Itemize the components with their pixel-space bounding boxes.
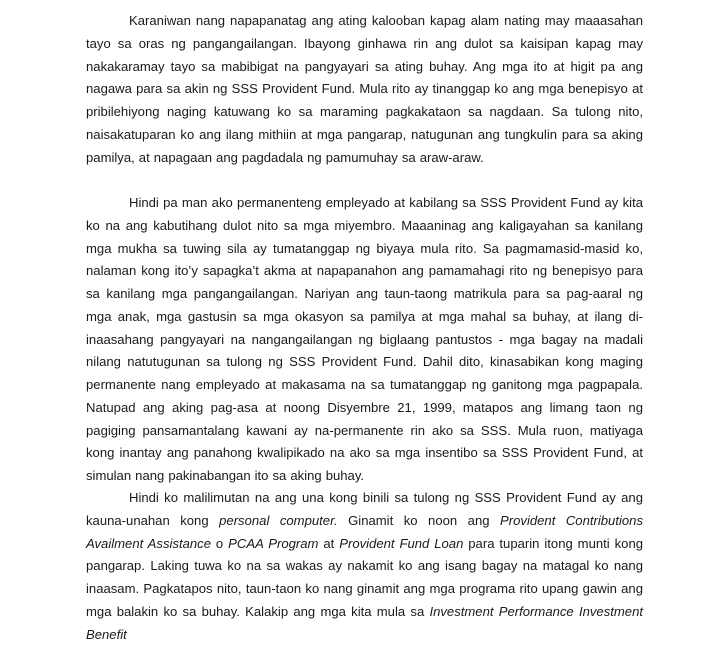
paragraph-3-text: o — [211, 535, 229, 551]
italic-term-pcaa-program: PCAA Program — [228, 535, 319, 551]
paragraph-3-text: Ginamit ko noon ang — [337, 512, 501, 528]
italic-term-personal-computer: personal computer. — [219, 512, 338, 528]
paragraph-2-text: Hindi pa man ako permanenteng empleyado at kabilang sa SSS Provident Fund ay kita ko na ang kabutihang dulot nito sa mga miyembro. Maaaninag ang kaligayahan sa kanilang mga mukha sa tuwing sila ay tumatanggap ng biyaya mula rito. Sa pagmamasid-masid ko, nalaman kong ito’y sapagka’t akma at napapanahon ang pamamahagi rito ng benepisyo para sa kanilang mga pangangailangan. Nariyan ang taun-taong matrikula para sa pag-aaral ng mga anak, mga gastusin sa mga okasyon sa pamilya at mga mahal sa buhay, at ilang di-inaasahang pangyayari na nangangailangan ng biglaang pantustos - mga bagay na madali nilang natutugunan sa tulong ng SSS Provident Fund. Dahil dito, kinasabikan kong maging permanente nang empleyado at makasama na sa tumatanggap ng ganitong mga pagpapala. Natupad ang aking pag-asa at noong Disyembre 21, 1999, matapos ang limang taon ng pagiging pansamantalang kawani ay na-permanente rin ako sa SSS. Mula ruon, matiyaga kong inantay ang panahong kwalipikado na ako sa mga insentibo sa SSS Provident Fund, at simulan nang pakinabangan ito sa aking buhay. — [86, 195, 643, 483]
paragraph-3-text: para tuparin itong munti kong pangarap. Laking tuwa ko na sa wakas ay nakamit ko ang isang bagay na matagal ko nang inaasam. Pagkatapos nito, taun-taon ko nang ginamit ang mga programa rito upang gawin ang mga balakin ko sa buhay. Kalakip ang mga kita mula sa — [86, 535, 644, 619]
italic-term-investment-benefit: Investment Performance Investment Benefit — [86, 603, 643, 642]
paragraph-3 — [86, 487, 643, 646]
paragraph-3-text: Hindi ko malilimutan na ang una kong binili sa tulong ng SSS Provident Fund ay ang kauna-unahan kong — [86, 490, 643, 528]
paragraph-3-text: at — [318, 535, 340, 551]
italic-term-pcaa-full: Provident Contributions Availment Assistance — [86, 512, 643, 551]
paragraph-1 — [86, 10, 643, 169]
paragraph-1-text: Karaniwan nang napapanatag ang ating kalooban kapag alam nating may maaasahan tayo sa oras ng pangangailangan. Ibayong ginhawa rin ang dulot sa kaisipan kapag may nakakaramay tayo sa mabibigat na pangyayari sa ating buhay. Ang mga ito at higit pa ang nagawa para sa akin ng SSS Provident Fund. Mula rito ay tinanggap ko ang mga benepisyo at pribilehiyong naging katuwang ko sa maraming pagkakataon sa nagdaan. Sa tulong nito, naisakatuparan ko ang ilang mithiin at mga pangarap, natugunan ang tungkulin para sa aking pamilya, at napagaan ang pagdadala ng pamumuhay sa araw-araw. — [86, 13, 643, 165]
paragraph-2 — [86, 192, 643, 488]
italic-term-provident-fund-loan: Provident Fund Loan — [339, 535, 464, 551]
